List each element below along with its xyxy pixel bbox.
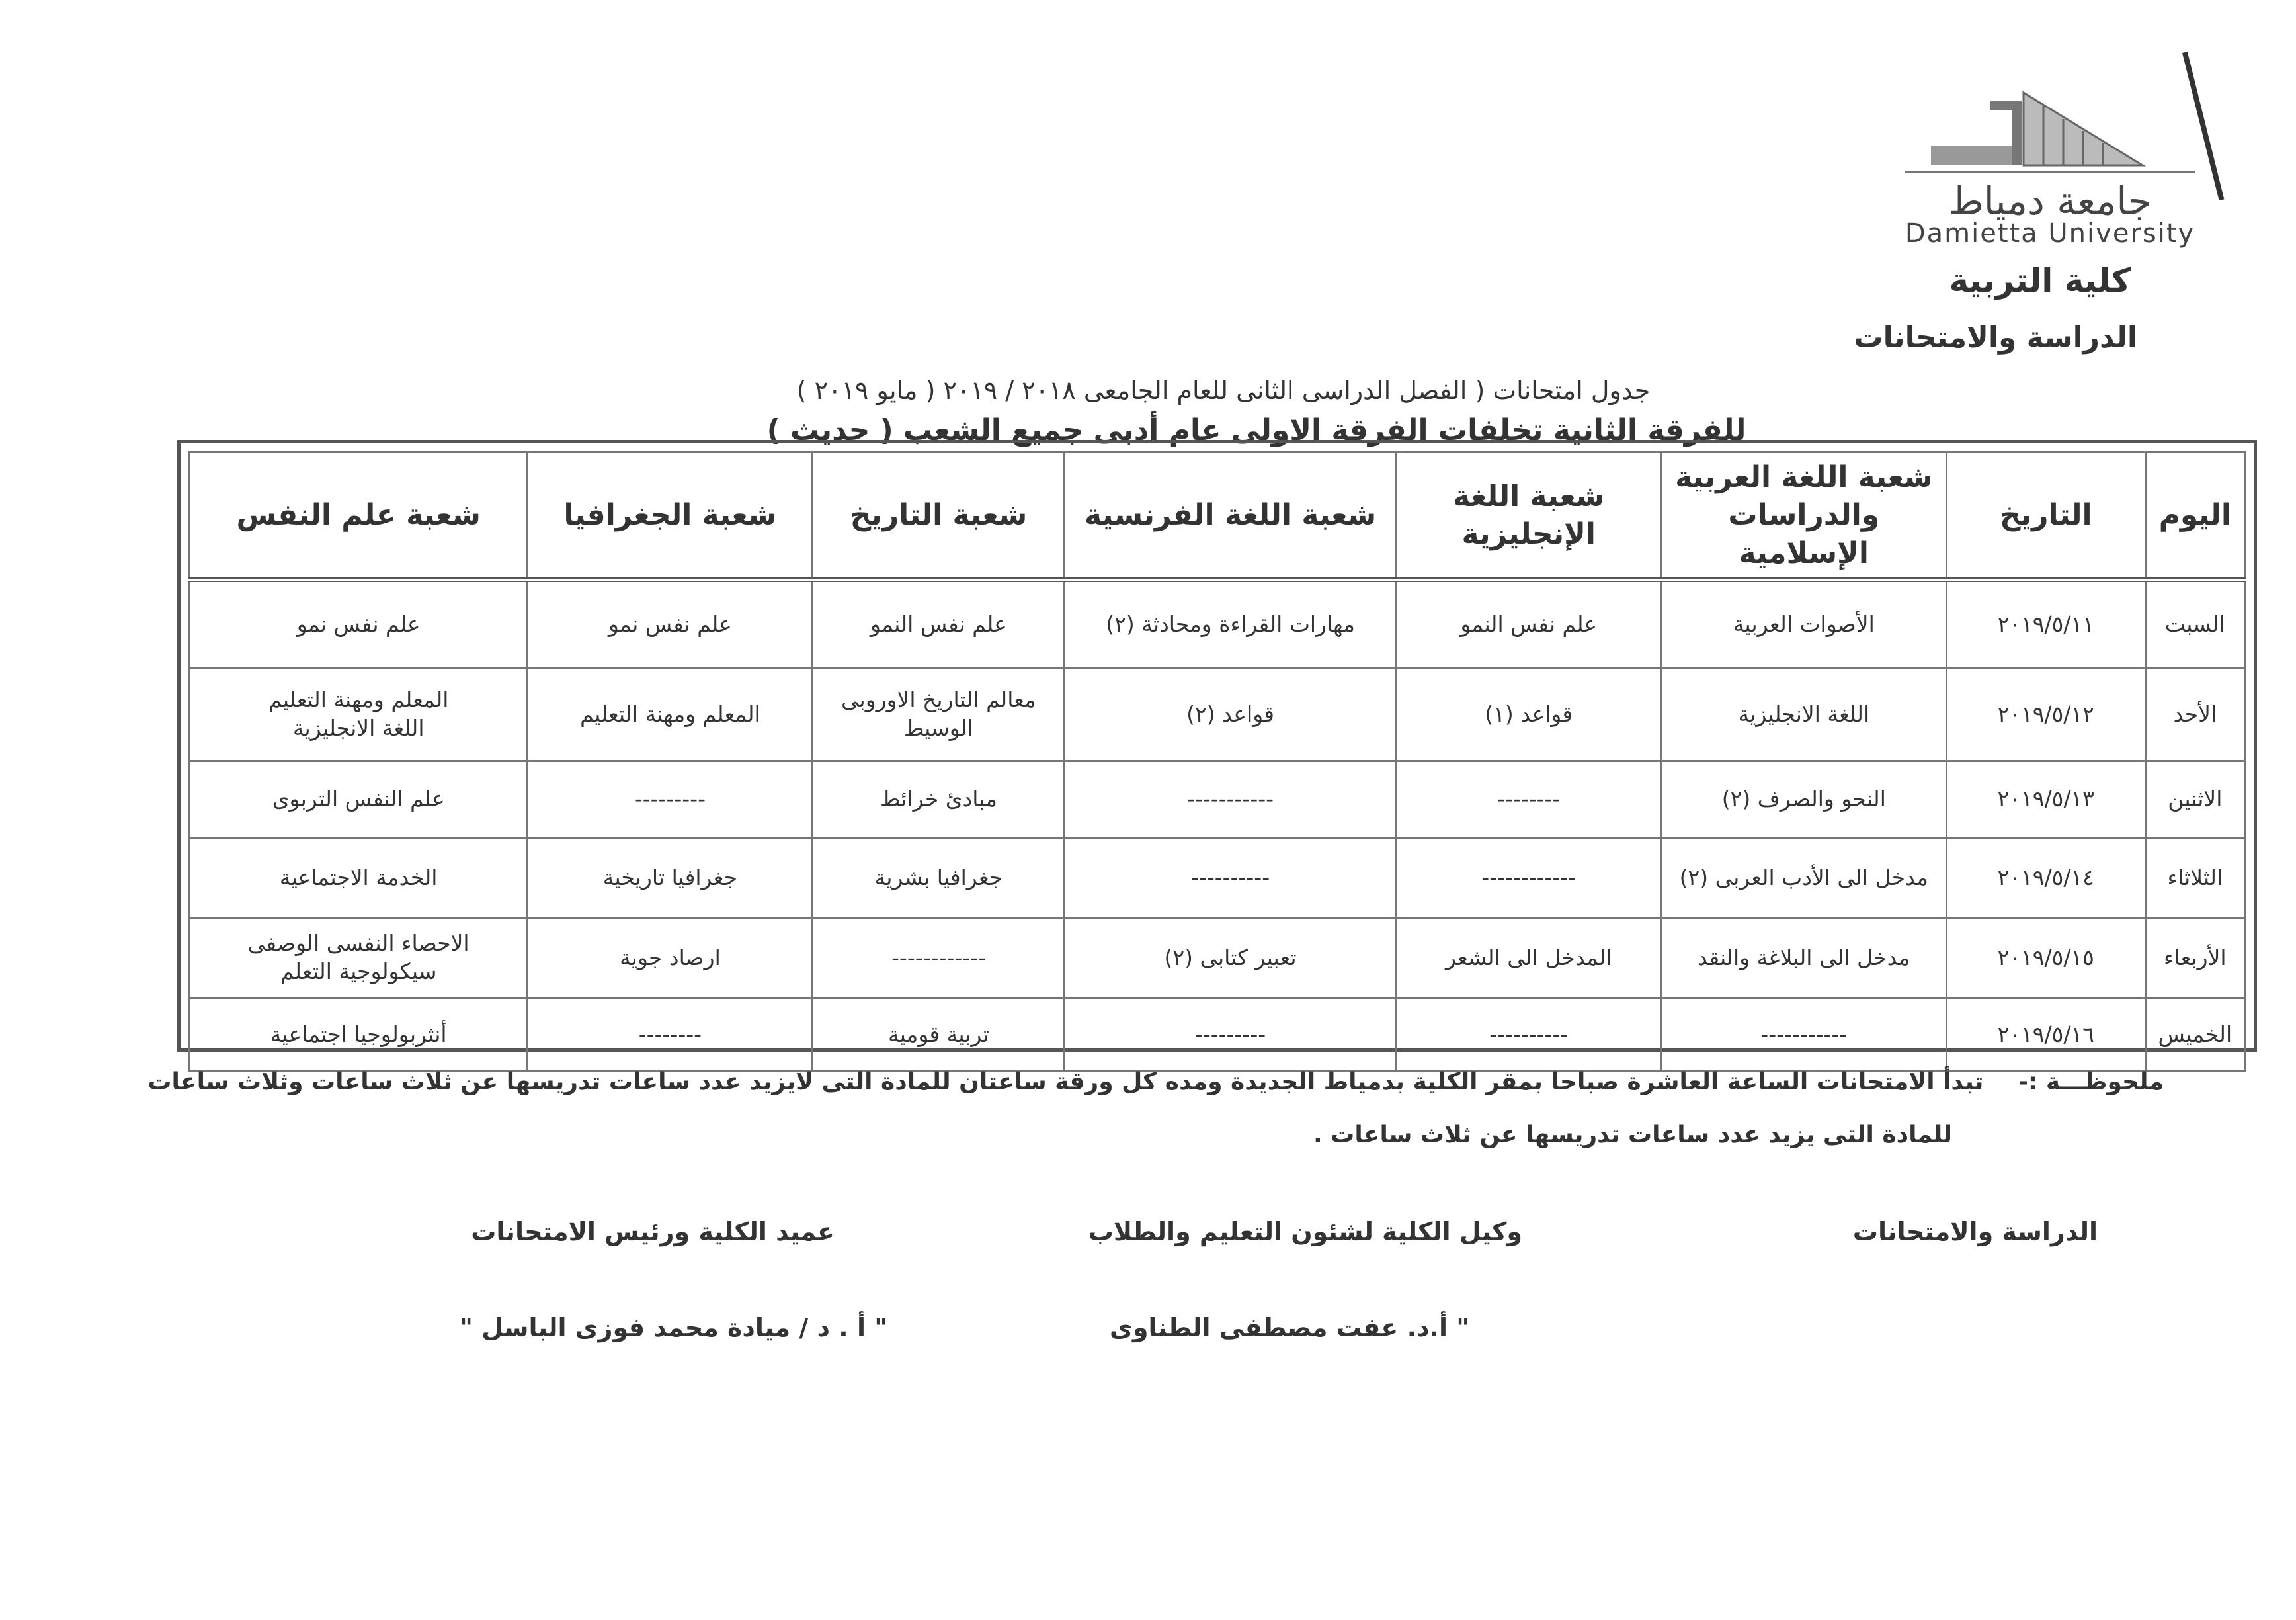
cell-date: ٢٠١٩/٥/١٢ [1946, 668, 2145, 761]
cell-date: ٢٠١٩/٥/١٤ [1946, 838, 2145, 918]
schedule-subtitle: للفرقة الثانية تخلفات الفرقة الاولى عام أدبى جميع الشعب ( حديث ) [766, 413, 1746, 447]
cell-psychology-line2: سيكولوجية التعلم [280, 959, 437, 984]
cell-english: ------------ [1396, 838, 1661, 918]
signature-dean-title: عميد الكلية ورئيس الامتحانات [471, 1217, 835, 1246]
header-history: شعبة التاريخ [813, 452, 1065, 580]
table-row [190, 761, 2245, 838]
cell-geography: -------- [528, 998, 813, 1072]
cell-arabic: النحو والصرف (٢) [1661, 761, 1946, 838]
header-french: شعبة اللغة الفرنسية [1065, 452, 1396, 580]
cell-history: تربية قومية [813, 998, 1065, 1072]
cell-geography: المعلم ومهنة التعليم [528, 668, 813, 761]
cell-history: ------------ [813, 918, 1065, 998]
cell-french: قواعد (٢) [1065, 668, 1396, 761]
table-row [190, 838, 2245, 918]
table-row [190, 580, 2245, 668]
signature-exams-title: الدراسة والامتحانات [1852, 1217, 2098, 1246]
cell-geography: علم نفس نمو [528, 580, 813, 668]
schedule-title: جدول امتحانات ( الفصل الدراسى الثانى للعام الجامعى ٢٠١٨ / ٢٠١٩ ( مايو ٢٠١٩ ) [796, 376, 1651, 405]
cell-french: ----------- [1065, 761, 1396, 838]
department-name: الدراسة والامتحانات [1854, 321, 2137, 355]
cell-english: علم نفس النمو [1396, 580, 1661, 668]
cell-english: -------- [1396, 761, 1661, 838]
cell-history: جغرافيا بشرية [813, 838, 1065, 918]
table-header-row [190, 452, 2245, 580]
faculty-name: كلية التربية [1949, 261, 2131, 300]
cell-geography: جغرافيا تاريخية [528, 838, 813, 918]
header-english: شعبة اللغة الإنجليزية [1396, 452, 1661, 580]
note-paragraph [114, 1068, 2164, 1095]
cell-psychology: أنثربولوجيا اجتماعية [190, 998, 528, 1072]
cell-day: الأحد [2145, 668, 2244, 761]
table-row [190, 918, 2245, 998]
note-line1: تبدأ الامتحانات الساعة العاشرة صباحا بمقر الكلية بدمياط الجديدة ومده كل ورقة ساعتان للمادة التى لايزيد عدد ساعات تدريسها عن ثلاث ساعات وثلاث ساعات [147, 1068, 1984, 1095]
university-name-english: Damietta University [1905, 218, 2195, 249]
schedule-table [188, 451, 2246, 1072]
cell-day: السبت [2145, 580, 2244, 668]
cell-arabic: اللغة الانجليزية [1661, 668, 1946, 761]
cell-psychology [190, 668, 528, 761]
cell-history: مبادئ خرائط [813, 761, 1065, 838]
header-day: اليوم [2145, 452, 2244, 580]
header-arabic: شعبة اللغة العربية والدراسات الإسلامية [1661, 452, 1946, 580]
note-label: ملحوظـــة :- [2018, 1068, 2164, 1095]
cell-day: الأربعاء [2145, 918, 2244, 998]
cell-date: ٢٠١٩/٥/١٦ [1946, 998, 2145, 1072]
table-row [190, 998, 2245, 1072]
cell-day: الاثنين [2145, 761, 2244, 838]
header-date: التاريخ [1946, 452, 2145, 580]
cell-geography: ارصاد جوية [528, 918, 813, 998]
cell-history: علم نفس النمو [813, 580, 1065, 668]
cell-date: ٢٠١٩/٥/١١ [1946, 580, 2145, 668]
signature-vice-dean-title: وكيل الكلية لشئون التعليم والطلاب [1088, 1217, 1522, 1246]
cell-french: مهارات القراءة ومحادثة (٢) [1065, 580, 1396, 668]
cell-english: ---------- [1396, 998, 1661, 1072]
cell-english: قواعد (١) [1396, 668, 1661, 761]
cell-geography: --------- [528, 761, 813, 838]
table-row [190, 668, 2245, 761]
university-name-arabic: جامعة دمياط [1948, 179, 2152, 224]
cell-french: --------- [1065, 998, 1396, 1072]
cell-french: تعبير كتابى (٢) [1065, 918, 1396, 998]
cell-english: المدخل الى الشعر [1396, 918, 1661, 998]
signature-dean-name: " أ . د / ميادة محمد فوزى الباسل " [460, 1313, 887, 1342]
cell-psychology: الخدمة الاجتماعية [190, 838, 528, 918]
cell-psychology: علم النفس التربوى [190, 761, 528, 838]
cell-arabic: مدخل الى الأدب العربى (٢) [1661, 838, 1946, 918]
schedule-table-frame [177, 440, 2257, 1052]
cell-arabic: ----------- [1661, 998, 1946, 1072]
signature-vice-dean-name: " أ.د. عفت مصطفى الطناوى [1110, 1313, 1469, 1342]
cell-history: معالم التاريخ الاوروبى الوسيط [813, 668, 1065, 761]
header-psychology: شعبة علم النفس [190, 452, 528, 580]
cell-arabic: الأصوات العربية [1661, 580, 1946, 668]
cell-psychology: علم نفس نمو [190, 580, 528, 668]
cell-date: ٢٠١٩/٥/١٣ [1946, 761, 2145, 838]
cell-psychology-line1: المعلم ومهنة التعليم [268, 687, 449, 713]
cell-day: الخميس [2145, 998, 2244, 1072]
cell-day: الثلاثاء [2145, 838, 2244, 918]
cell-date: ٢٠١٩/٥/١٥ [1946, 918, 2145, 998]
note-line2: للمادة التى يزيد عدد ساعات تدريسها عن ثلاث ساعات . [1313, 1121, 1952, 1148]
cell-french: ---------- [1065, 838, 1396, 918]
cell-psychology-line2: اللغة الانجليزية [292, 715, 425, 741]
cell-arabic: مدخل الى البلاغة والنقد [1661, 918, 1946, 998]
cell-psychology-line1: الاحصاء النفسى الوصفى [247, 930, 470, 957]
cell-psychology [190, 918, 528, 998]
header-geography: شعبة الجغرافيا [528, 452, 813, 580]
